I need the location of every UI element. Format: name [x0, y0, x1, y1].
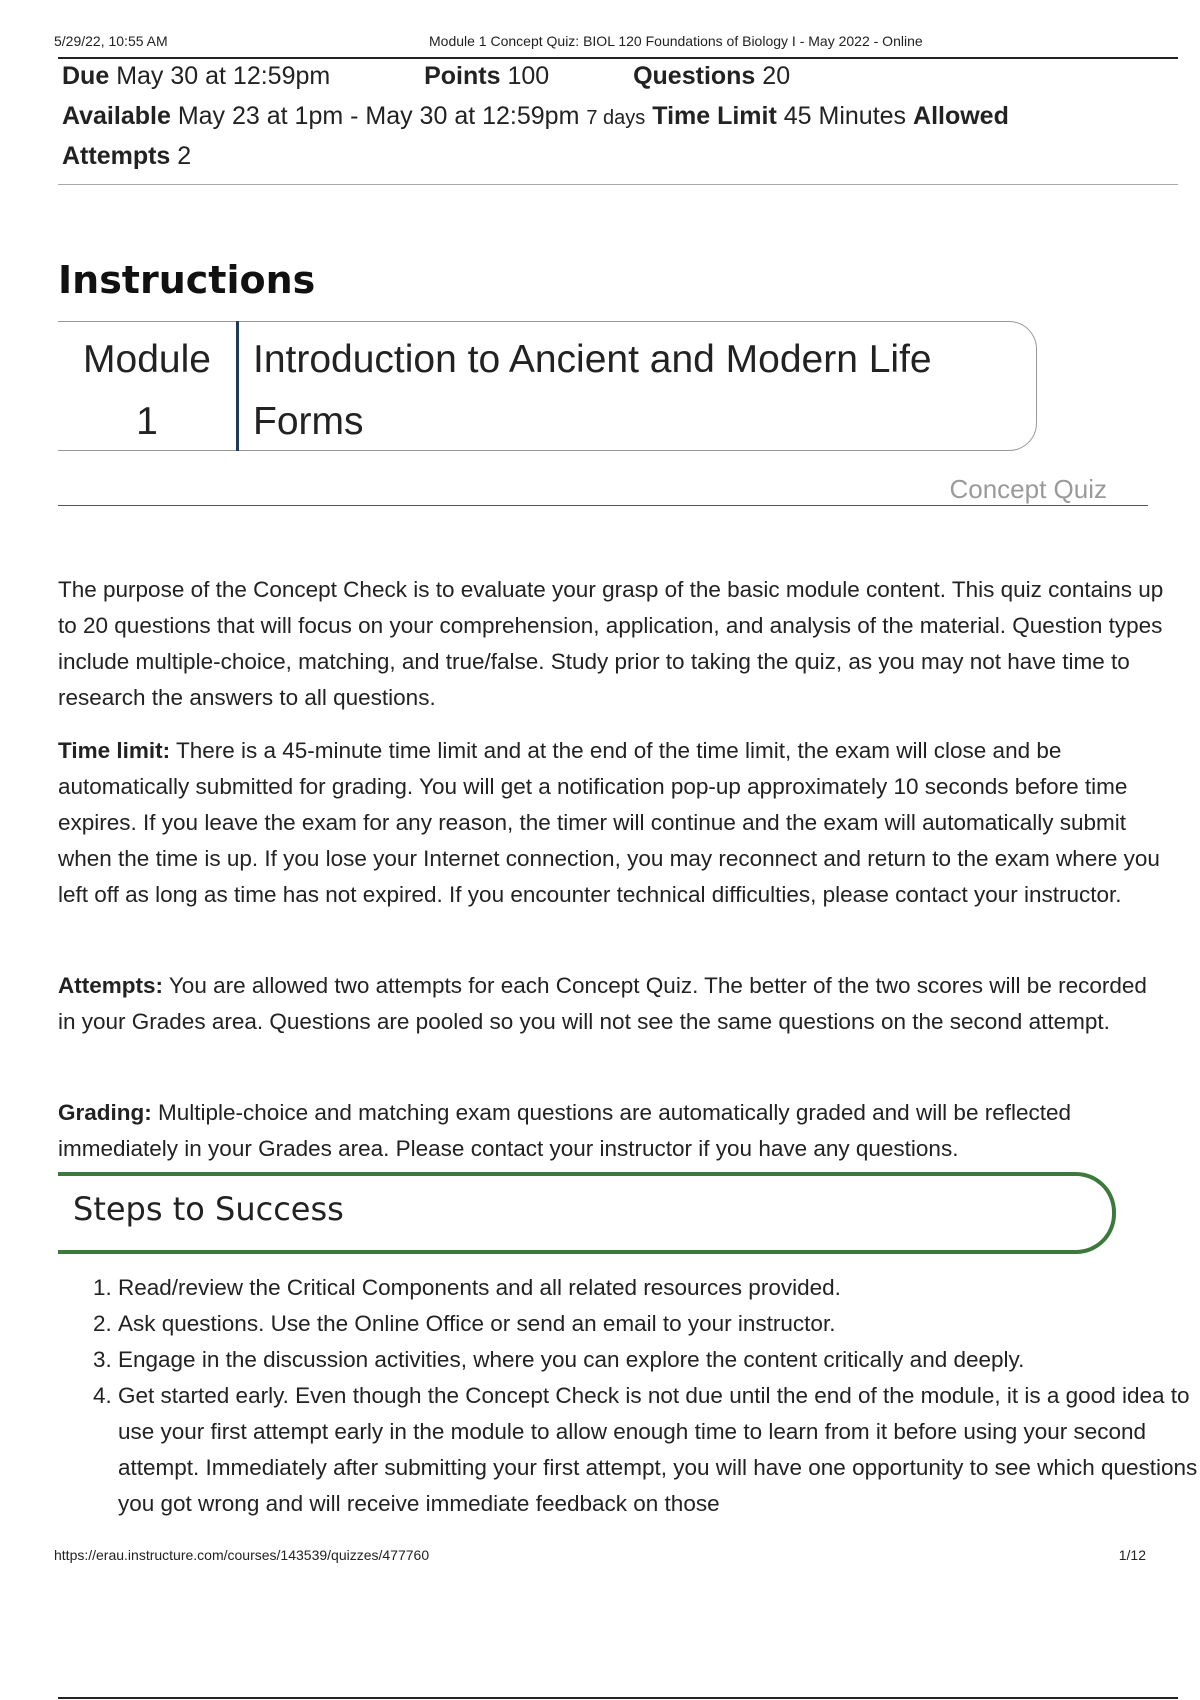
- questions-label: Questions: [633, 62, 756, 90]
- meta-divider: [58, 184, 1178, 185]
- grading-paragraph: [58, 1095, 1168, 1167]
- list-item: 2. Ask questions. Use the Online Office or send an email to your instructor.: [118, 1306, 1200, 1342]
- due-value: May 30 at 12:59pm: [116, 62, 331, 90]
- time-limit-label-text: Time limit:: [58, 738, 171, 763]
- time-limit-text: There is a 45-minute time limit and at the end of the time limit, the exam will close and be automatically submitted for grading. You will get a notification pop-up approximately 10 seconds before time expires. If you leave the exam for any reason, the timer will continue and the exam will automatically submit when the time is up. If you lose your Internet connection, you may reconnect and return to the exam where you left off as long as time has not expired. If you encounter technical difficulties, please contact your instructor.: [58, 738, 1160, 907]
- allowed-attempts-value: 2: [177, 142, 192, 170]
- module-number: 1: [136, 400, 158, 443]
- steps-heading: Steps to Success: [73, 1190, 344, 1228]
- available-label: Available: [62, 102, 171, 130]
- attempts-paragraph: [58, 968, 1168, 1040]
- list-item: 1. Read/review the Critical Components and all related resources provided.: [118, 1270, 1200, 1306]
- time-limit-value: 45 Minutes: [783, 102, 907, 130]
- available-value: May 23 at 1pm - May 30 at 12:59pm: [177, 102, 580, 130]
- grading-text: Multiple-choice and matching exam questions are automatically graded and will be reflected immediately in your Grades area. Please contact your instructor if you have any questions.: [58, 1100, 1072, 1161]
- quiz-meta-row-2: [62, 102, 1009, 131]
- concept-quiz-divider: [58, 505, 1148, 506]
- time-limit-paragraph: [58, 733, 1168, 913]
- page-url: https://erau.instructure.com/courses/143539/quizzes/477760: [54, 1547, 430, 1563]
- header-divider: [58, 57, 1178, 59]
- purpose-paragraph: The purpose of the Concept Check is to evaluate your grasp of the basic module content. This quiz contains up to 20 questions that will focus on your comprehension, application, and analysis of the material. Question types include multiple-choice, matching, and true/false. Study prior to taking the quiz, as you may not have time to research the answers to all questions.: [58, 577, 1164, 710]
- available-duration: 7 days: [586, 107, 646, 129]
- module-word: Module: [83, 338, 211, 381]
- due-label: Due: [62, 62, 110, 90]
- list-item: 3. Engage in the discussion activities, where you can explore the content critically and deeply.: [118, 1342, 1200, 1378]
- module-banner: [58, 321, 1038, 451]
- print-header: [54, 33, 1146, 49]
- questions-value: 20: [762, 62, 791, 90]
- concept-quiz-label: Concept Quiz: [949, 474, 1107, 504]
- attempts-text: You are allowed two attempts for each Concept Quiz. The better of the two scores will be recorded in your Grades area. Questions are pooled so you will not see the same questions on the second attempt.: [58, 973, 1147, 1034]
- allowed-attempts-label-1: Allowed: [913, 102, 1009, 130]
- attempts-label-text: Attempts:: [58, 973, 163, 998]
- print-datetime: 5/29/22, 10:55 AM: [54, 33, 168, 49]
- grading-label-text: Grading:: [58, 1100, 152, 1125]
- list-item: 4. Get started early. Even though the Concept Check is not due until the end of the module, it is a good idea to use your first attempt early in the module to allow enough time to learn from it before using your second attempt. Immediately after submitting your first attempt, you will have one opportunity to see which questions you got wrong and will receive immediate feedback on those: [118, 1378, 1200, 1522]
- steps-banner: [58, 1172, 1118, 1252]
- allowed-attempts-label-2: Attempts: [62, 142, 171, 170]
- time-limit-label: Time Limit: [652, 102, 777, 130]
- module-title: Introduction to Ancient and Modern Life Forms: [253, 338, 932, 443]
- module-divider-bar: [236, 321, 239, 451]
- print-page-title: Module 1 Concept Quiz: BIOL 120 Foundations of Biology I - May 2022 - Online: [429, 33, 923, 49]
- points-label: Points: [424, 62, 501, 90]
- steps-list: [58, 1270, 1200, 1522]
- module-label: [58, 329, 236, 453]
- points-value: 100: [507, 62, 550, 90]
- page-number: 1/12: [1118, 1547, 1146, 1563]
- bottom-divider: [58, 1697, 1178, 1699]
- quiz-meta-row-1: [62, 62, 790, 91]
- instructions-heading: Instructions: [58, 258, 316, 302]
- quiz-meta-row-3: [62, 142, 191, 171]
